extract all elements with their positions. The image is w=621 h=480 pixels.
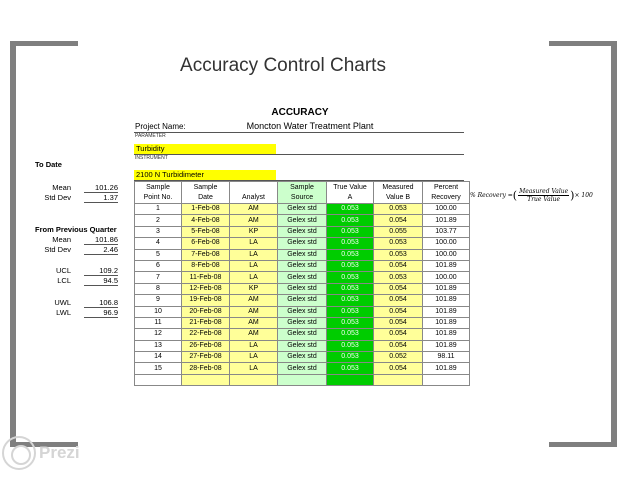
parameter-field: Turbidity	[134, 144, 276, 154]
cell-date: 20-Feb-08	[182, 306, 230, 317]
cell-analyst: LA	[230, 249, 278, 260]
to-date-std-label: Std Dev	[44, 193, 71, 202]
ucl-value: 109.2	[84, 266, 118, 276]
cell-recovery: 98.11	[423, 352, 470, 363]
sheet-title: ACCURACY	[271, 107, 329, 118]
lcl-value: 94.5	[84, 276, 118, 286]
cell-recovery: 103.77	[423, 226, 470, 237]
cell-recovery: 100.00	[423, 272, 470, 283]
blank-cell	[278, 374, 327, 385]
table-row	[135, 329, 470, 340]
cell-source: Gelex std	[278, 363, 327, 374]
cell-measured-value: 0.053	[374, 238, 423, 249]
cell-point: 1	[135, 204, 182, 215]
cell-analyst: LA	[230, 272, 278, 283]
right-frame-bracket	[549, 41, 617, 447]
cell-analyst: KP	[230, 283, 278, 294]
formula-fraction	[518, 188, 569, 203]
cell-recovery: 101.89	[423, 363, 470, 374]
cell-true-value: 0.053	[327, 306, 374, 317]
cell-true-value: 0.053	[327, 238, 374, 249]
instrument-field: 2100 N Turbidimeter	[134, 170, 276, 180]
lwl-label: LWL	[56, 308, 71, 317]
project-underline	[134, 132, 464, 133]
cell-source: Gelex std	[278, 317, 327, 328]
cell-date: 7-Feb-08	[182, 249, 230, 260]
cell-analyst: LA	[230, 260, 278, 271]
cell-point: 14	[135, 352, 182, 363]
table-row	[135, 215, 470, 226]
formula-rhs: × 100	[574, 192, 593, 199]
table-header-row	[135, 182, 470, 204]
table-row	[135, 363, 470, 374]
cell-analyst: AM	[230, 329, 278, 340]
cell-true-value: 0.053	[327, 272, 374, 283]
cell-source: Gelex std	[278, 249, 327, 260]
prezi-logo-icon	[2, 436, 36, 470]
blank-cell	[327, 374, 374, 385]
to-date-heading: To Date	[35, 160, 62, 169]
cell-date: 4-Feb-08	[182, 215, 230, 226]
instrument-caption: INSTRUMENT	[135, 155, 168, 161]
cell-analyst: LA	[230, 352, 278, 363]
cell-true-value: 0.053	[327, 283, 374, 294]
blank-cell	[230, 374, 278, 385]
formula-denominator: True Value	[527, 196, 561, 203]
cell-measured-value: 0.054	[374, 295, 423, 306]
lcl-label: LCL	[57, 276, 71, 285]
header-sample-point: Sample Point No.	[135, 182, 182, 204]
cell-measured-value: 0.055	[374, 226, 423, 237]
header-analyst: Analyst	[230, 182, 278, 204]
header-sample-source: Sample Source	[278, 182, 327, 204]
cell-point: 12	[135, 329, 182, 340]
table-row	[135, 272, 470, 283]
project-name-label: Project Name:	[135, 122, 186, 131]
cell-recovery: 100.00	[423, 238, 470, 249]
cell-recovery: 101.89	[423, 329, 470, 340]
table-row	[135, 204, 470, 215]
cell-point: 3	[135, 226, 182, 237]
cell-analyst: AM	[230, 317, 278, 328]
cell-recovery: 101.89	[423, 340, 470, 351]
table-row	[135, 352, 470, 363]
to-date-mean-value: 101.26	[84, 183, 118, 193]
table-row	[135, 238, 470, 249]
cell-measured-value: 0.053	[374, 204, 423, 215]
cell-analyst: AM	[230, 306, 278, 317]
uwl-value: 106.8	[84, 298, 118, 308]
cell-source: Gelex std	[278, 283, 327, 294]
cell-source: Gelex std	[278, 204, 327, 215]
cell-recovery: 101.89	[423, 306, 470, 317]
table-blank-row	[135, 374, 470, 385]
prev-mean-label: Mean	[52, 235, 71, 244]
cell-date: 11-Feb-08	[182, 272, 230, 283]
cell-source: Gelex std	[278, 306, 327, 317]
cell-true-value: 0.053	[327, 204, 374, 215]
blank-cell	[423, 374, 470, 385]
header-sample-date: Sample Date	[182, 182, 230, 204]
cell-measured-value: 0.054	[374, 363, 423, 374]
cell-analyst: AM	[230, 215, 278, 226]
table-row	[135, 226, 470, 237]
cell-measured-value: 0.054	[374, 329, 423, 340]
cell-true-value: 0.053	[327, 329, 374, 340]
blank-cell	[135, 374, 182, 385]
table-row	[135, 260, 470, 271]
parameter-caption: PARAMETER	[135, 133, 166, 139]
cell-date: 26-Feb-08	[182, 340, 230, 351]
cell-date: 19-Feb-08	[182, 295, 230, 306]
cell-measured-value: 0.054	[374, 260, 423, 271]
prev-quarter-heading: From Previous Quarter	[35, 225, 117, 234]
to-date-mean-label: Mean	[52, 183, 71, 192]
cell-recovery: 100.00	[423, 249, 470, 260]
cell-measured-value: 0.052	[374, 352, 423, 363]
cell-true-value: 0.053	[327, 215, 374, 226]
cell-source: Gelex std	[278, 215, 327, 226]
cell-point: 6	[135, 260, 182, 271]
cell-true-value: 0.053	[327, 226, 374, 237]
cell-source: Gelex std	[278, 352, 327, 363]
cell-measured-value: 0.054	[374, 215, 423, 226]
cell-date: 5-Feb-08	[182, 226, 230, 237]
header-true-value: True Value A	[327, 182, 374, 204]
cell-analyst: AM	[230, 295, 278, 306]
cell-analyst: LA	[230, 363, 278, 374]
cell-measured-value: 0.053	[374, 272, 423, 283]
ucl-label: UCL	[55, 266, 71, 275]
cell-true-value: 0.053	[327, 352, 374, 363]
cell-date: 12-Feb-08	[182, 283, 230, 294]
cell-source: Gelex std	[278, 226, 327, 237]
cell-recovery: 101.89	[423, 260, 470, 271]
formula-lhs: % Recovery =	[470, 192, 513, 199]
prev-mean-value: 101.86	[84, 235, 118, 245]
cell-measured-value: 0.054	[374, 306, 423, 317]
to-date-std-value: 1.37	[84, 193, 118, 203]
formula-open-paren: (	[512, 189, 518, 202]
cell-date: 21-Feb-08	[182, 317, 230, 328]
cell-point: 9	[135, 295, 182, 306]
cell-measured-value: 0.054	[374, 317, 423, 328]
blank-cell	[374, 374, 423, 385]
cell-true-value: 0.053	[327, 340, 374, 351]
table-row	[135, 295, 470, 306]
cell-date: 27-Feb-08	[182, 352, 230, 363]
cell-point: 5	[135, 249, 182, 260]
table-row	[135, 283, 470, 294]
uwl-label: UWL	[54, 298, 71, 307]
cell-true-value: 0.053	[327, 295, 374, 306]
cell-point: 4	[135, 238, 182, 249]
recovery-formula	[470, 188, 593, 203]
accuracy-table	[134, 181, 470, 386]
cell-source: Gelex std	[278, 295, 327, 306]
prev-std-label: Std Dev	[44, 245, 71, 254]
cell-date: 6-Feb-08	[182, 238, 230, 249]
table-row	[135, 317, 470, 328]
cell-source: Gelex std	[278, 340, 327, 351]
cell-recovery: 100.00	[423, 204, 470, 215]
cell-recovery: 101.89	[423, 295, 470, 306]
cell-date: 28-Feb-08	[182, 363, 230, 374]
cell-analyst: LA	[230, 340, 278, 351]
cell-analyst: AM	[230, 204, 278, 215]
cell-measured-value: 0.054	[374, 340, 423, 351]
cell-source: Gelex std	[278, 272, 327, 283]
prezi-logo	[2, 436, 80, 470]
cell-true-value: 0.053	[327, 317, 374, 328]
project-name-value: Moncton Water Treatment Plant	[246, 121, 374, 131]
table-row	[135, 340, 470, 351]
table-row	[135, 306, 470, 317]
cell-point: 15	[135, 363, 182, 374]
table-row	[135, 249, 470, 260]
cell-point: 13	[135, 340, 182, 351]
prev-std-value: 2.46	[84, 245, 118, 255]
cell-recovery: 101.89	[423, 215, 470, 226]
cell-source: Gelex std	[278, 329, 327, 340]
cell-point: 7	[135, 272, 182, 283]
cell-date: 1-Feb-08	[182, 204, 230, 215]
cell-point: 11	[135, 317, 182, 328]
cell-point: 2	[135, 215, 182, 226]
header-percent-recovery: Percent Recovery	[423, 182, 470, 204]
lwl-value: 96.9	[84, 308, 118, 318]
cell-recovery: 101.89	[423, 317, 470, 328]
cell-measured-value: 0.054	[374, 283, 423, 294]
cell-recovery: 101.89	[423, 283, 470, 294]
blank-cell	[182, 374, 230, 385]
left-frame-bracket	[10, 41, 78, 447]
cell-analyst: LA	[230, 238, 278, 249]
cell-measured-value: 0.053	[374, 249, 423, 260]
cell-analyst: KP	[230, 226, 278, 237]
cell-date: 22-Feb-08	[182, 329, 230, 340]
header-measured-value: Measured Value B	[374, 182, 423, 204]
formula-numerator: Measured Value	[519, 188, 569, 195]
cell-true-value: 0.053	[327, 260, 374, 271]
parameter-underline	[134, 154, 464, 155]
formula-close-paren: )	[570, 189, 575, 202]
cell-point: 8	[135, 283, 182, 294]
slide-title: Accuracy Control Charts	[180, 55, 386, 76]
cell-true-value: 0.053	[327, 249, 374, 260]
cell-source: Gelex std	[278, 260, 327, 271]
prezi-logo-text: Prezi	[39, 443, 80, 462]
cell-date: 8-Feb-08	[182, 260, 230, 271]
cell-true-value: 0.053	[327, 363, 374, 374]
cell-source: Gelex std	[278, 238, 327, 249]
cell-point: 10	[135, 306, 182, 317]
